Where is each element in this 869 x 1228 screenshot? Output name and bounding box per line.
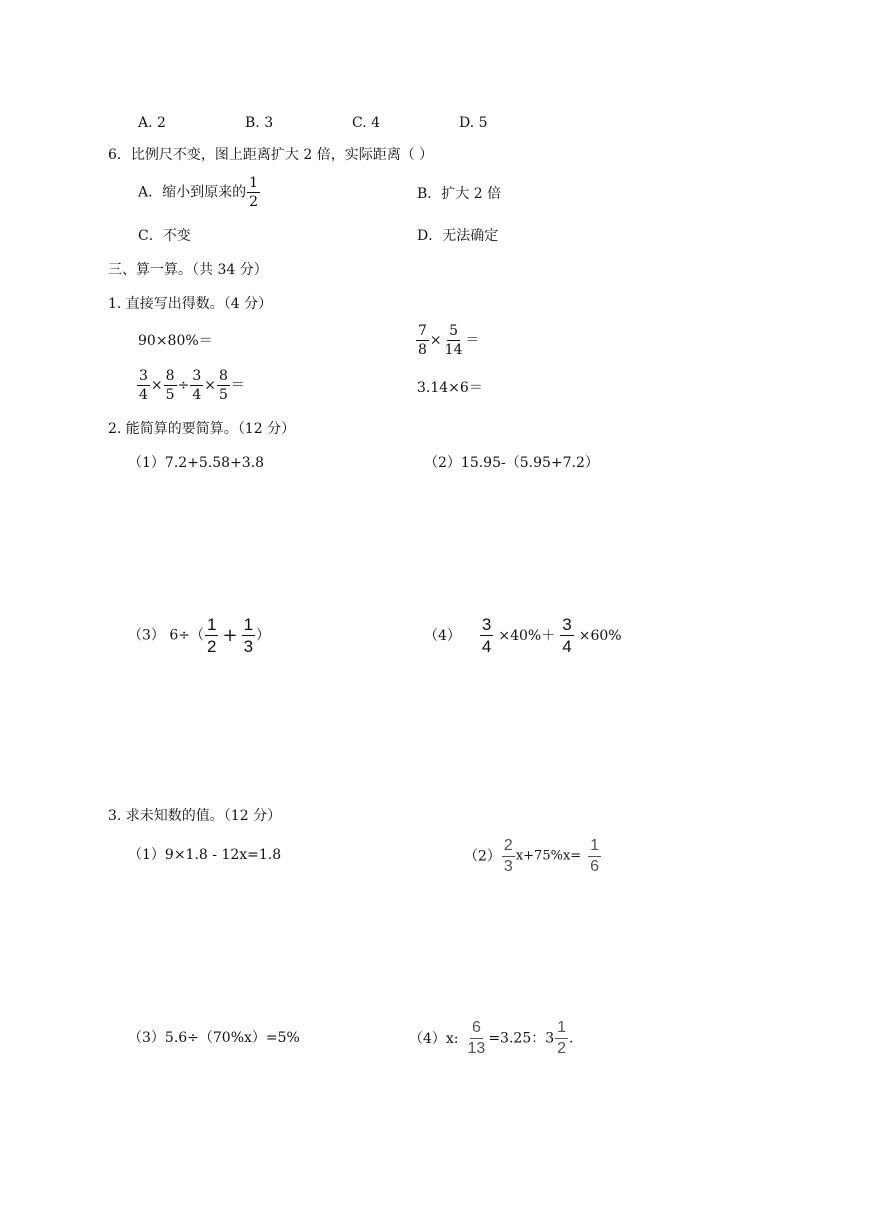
fraction-denominator: 4 (139, 387, 148, 403)
p1-expr-4: 3.14×6＝ (417, 380, 483, 396)
operator: + (222, 624, 238, 646)
fraction (466, 1020, 488, 1057)
q6-option-a (138, 176, 261, 209)
fraction-numerator: 6 (470, 1020, 483, 1039)
expr-middle: ×40%＋ (498, 627, 556, 644)
q5-option-a: A. 2 (138, 115, 166, 131)
expr-tail: ×60% (578, 627, 622, 644)
p2-expr-2: （2）15.95-（5.95+7.2） (424, 455, 599, 471)
fraction (164, 369, 177, 402)
p3-expr-2 (464, 838, 602, 875)
fraction (137, 369, 150, 402)
p2-expr-1: （1）7.2+5.58+3.8 (128, 455, 265, 471)
part-3-title: 3. 求未知数的值。（12 分） (108, 808, 282, 824)
p3-expr-3: （3）5.6÷（70%x）=5% (128, 1030, 300, 1046)
fraction-denominator: 13 (467, 1040, 486, 1057)
operator: × (204, 377, 216, 394)
p1-expr-2 (415, 324, 479, 357)
fraction-denominator: 3 (243, 637, 254, 656)
q6-option-c: C．不变 (138, 228, 191, 244)
fraction (205, 616, 218, 655)
fraction-numerator: 1 (555, 1020, 568, 1039)
half-fraction (247, 176, 260, 209)
fraction-denominator: 4 (192, 387, 202, 403)
p2-expr-3 (128, 616, 270, 655)
expr-label: （3） 6÷（ (128, 627, 204, 644)
p2-expr-4 (424, 616, 622, 655)
fraction (480, 616, 493, 655)
fraction (588, 838, 601, 875)
fraction (217, 369, 230, 402)
fraction-numerator: 3 (562, 615, 572, 634)
fraction-denominator: 5 (165, 387, 175, 403)
fraction-denominator: 5 (218, 387, 228, 403)
fraction-numerator: 8 (165, 368, 175, 384)
expr-label: （4） (424, 627, 461, 644)
fraction-denominator: 8 (418, 342, 427, 358)
fraction (190, 369, 203, 402)
fraction-numerator: 3 (192, 368, 202, 384)
equals-sign: ＝ (465, 332, 480, 349)
expr-label: （2） (464, 848, 501, 865)
operator: ÷ (177, 377, 190, 394)
fraction-denominator: 14 (444, 342, 463, 358)
fraction-numerator: 8 (218, 368, 228, 384)
fraction (555, 1020, 568, 1057)
fraction (443, 324, 465, 357)
fraction-denominator: 6 (590, 858, 600, 875)
fraction-denominator: 2 (557, 1040, 567, 1057)
q6-option-d: D．无法确定 (417, 228, 499, 244)
fraction-numerator: 1 (207, 615, 217, 634)
q6-option-a-text: A．缩小到原来的 (138, 184, 247, 201)
part-1-title: 1. 直接写出得数。（4 分） (108, 296, 273, 312)
equals-sign: ＝ (230, 377, 245, 394)
fraction-numerator: 7 (418, 323, 427, 339)
p3-expr-4 (409, 1020, 574, 1057)
fraction-numerator: 1 (243, 615, 254, 634)
fraction-denominator: 4 (481, 637, 492, 656)
expr-middle: x+75%x= (515, 848, 582, 864)
q5-option-d: D. 5 (459, 115, 488, 131)
fraction-numerator: 2 (502, 838, 515, 857)
fraction-denominator: 2 (249, 194, 259, 210)
expr-middle: =3.25：3 (488, 1030, 555, 1047)
fraction (560, 616, 573, 655)
fraction-numerator: 1 (249, 175, 259, 191)
expr-tail: . (569, 1030, 574, 1047)
fraction-denominator: 3 (503, 858, 513, 875)
p1-expr-1: 90×80%＝ (138, 333, 213, 349)
q6-stem: 6．比例尺不变，图上距离扩大 2 倍，实际距离（ ） (108, 147, 434, 163)
fraction (242, 616, 255, 655)
fraction-denominator: 2 (207, 637, 217, 656)
p1-expr-3 (136, 369, 245, 402)
q5-option-c: C. 4 (352, 115, 381, 131)
fraction-numerator: 1 (588, 838, 601, 857)
fraction-denominator: 4 (562, 637, 572, 656)
fraction-numerator: 3 (481, 615, 492, 634)
fraction-numerator: 5 (449, 323, 459, 339)
q6-option-b: B．扩大 2 倍 (417, 186, 502, 202)
section-3-title: 三、算一算。（共 34 分） (108, 262, 268, 278)
part-2-title: 2. 能简算的要简算。（12 分） (108, 421, 296, 437)
fraction (502, 838, 515, 875)
close-paren: ） (256, 627, 271, 644)
fraction-numerator: 3 (139, 368, 148, 384)
operator: × (150, 377, 163, 394)
p3-expr-1: （1）9×1.8 - 12x=1.8 (128, 847, 282, 863)
expr-label: （4）x: (409, 1030, 459, 1047)
operator: × (429, 332, 442, 349)
q5-option-b: B. 3 (245, 115, 274, 131)
fraction (416, 324, 429, 357)
